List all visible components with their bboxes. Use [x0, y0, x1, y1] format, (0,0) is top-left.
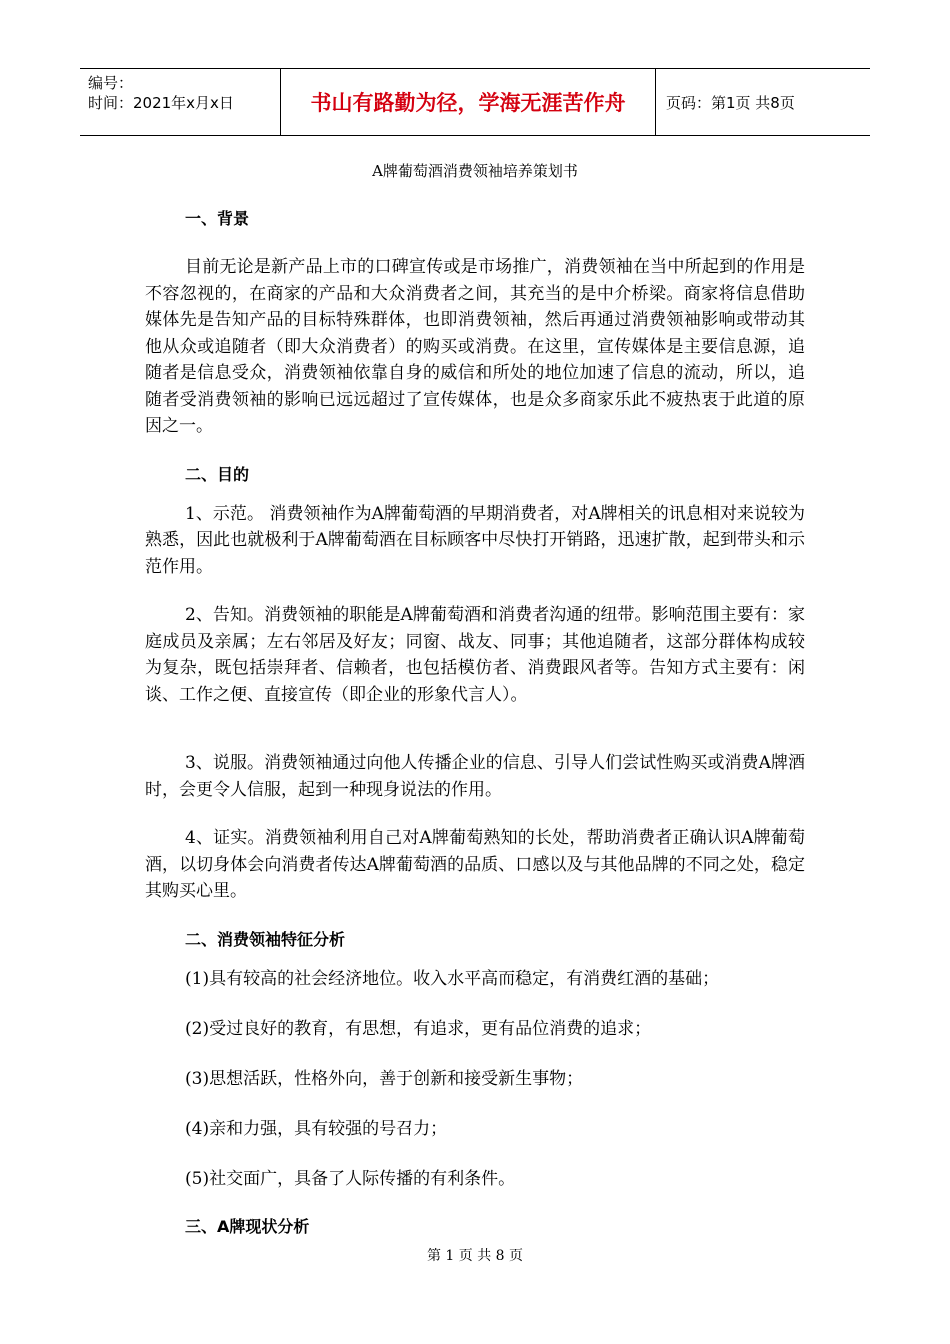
- page-header: [80, 68, 870, 136]
- feature-item: (1)具有较高的社会经济地位。收入水平高而稳定，有消费红酒的基础；: [185, 968, 720, 989]
- section-heading-purpose: 二、目的: [185, 464, 250, 484]
- document-body: [145, 206, 805, 1237]
- background-paragraph: 目前无论是新产品上市的口碑宣传或是市场推广，消费领袖在当中所起到的作用是不容忽视的，在商家的产品和大众消费者之间，其充当的是中介桥梁。商家将信息借助媒体先是告知产品的目标特殊群体，也即消费领袖，然后再通过消费领袖影响或带动其他从众或追随者（即大众消费者）的购买或消费。在这里，宣传媒体是主要信息源，追随者是信息受众，消费领袖依靠自身的威信和所处的地位加速了信息的流动，所以，追随者受消费领袖的影响已远远超过了宣传媒体，也是众多商家乐此不疲热衷于此道的原因之一。: [145, 257, 805, 436]
- section-heading-background: 一、背景: [185, 209, 250, 228]
- number-label: 编号：: [88, 74, 134, 92]
- purpose-paragraph-2: 2、告知。消费领袖的职能是A牌葡萄酒和消费者沟通的纽带。影响范围主要有：家庭成员及亲属；左右邻居及好友；同窗、战友、同事；其他追随者，这部分群体构成较为复杂，既包括崇拜者、信赖者，也包括模仿者、消费跟风者等。告知方式主要有：闲谈、工作之便、直接宣传（即企业的形象代言人）。: [145, 605, 805, 705]
- feature-item: (2)受过良好的教育，有思想，有追求，更有品位消费的追求；: [185, 1018, 652, 1039]
- feature-item: (4)亲和力强，具有较强的号召力；: [185, 1118, 448, 1139]
- time-label: 时间：2021年x月x日: [88, 94, 234, 112]
- header-meta: [80, 69, 280, 135]
- feature-item: (3)思想活跃，性格外向，善于创新和接受新生事物；: [185, 1068, 584, 1089]
- feature-item: (5)社交面广，具备了人际传播的有利条件。: [185, 1168, 516, 1189]
- page-footer: 第 1 页 共 8 页: [426, 1248, 524, 1264]
- document-title: A牌葡萄酒消费领袖培养策划书: [372, 162, 578, 180]
- section-heading-status: 三、A牌现状分析: [185, 1216, 310, 1236]
- purpose-paragraph-4: 4、证实。消费领袖利用自己对A牌葡萄熟知的长处，帮助消费者正确认识A牌葡萄酒，以切身体会向消费者传达A牌葡萄酒的品质、口感以及与其他品牌的不同之处，稳定其购买心里。: [145, 828, 805, 901]
- purpose-paragraph-1: 1、示范。 消费领袖作为A牌葡萄酒的早期消费者，对A牌相关的讯息相对来说较为熟悉，因此也就极利于A牌葡萄酒在目标顾客中尽快打开销路，迅速扩散，起到带头和示范作用。: [145, 503, 805, 577]
- header-motto: 书山有路勤为径，学海无涯苦作舟: [280, 69, 656, 135]
- header-page-info: 页码：第1页 共8页: [666, 93, 795, 112]
- section-heading-features: 二、消费领袖特征分析: [185, 929, 346, 949]
- purpose-paragraph-3: 3、说服。消费领袖通过向他人传播企业的信息、引导人们尝试性购买或消费A牌酒时，会更令人信服，起到一种现身说法的作用。: [145, 753, 805, 800]
